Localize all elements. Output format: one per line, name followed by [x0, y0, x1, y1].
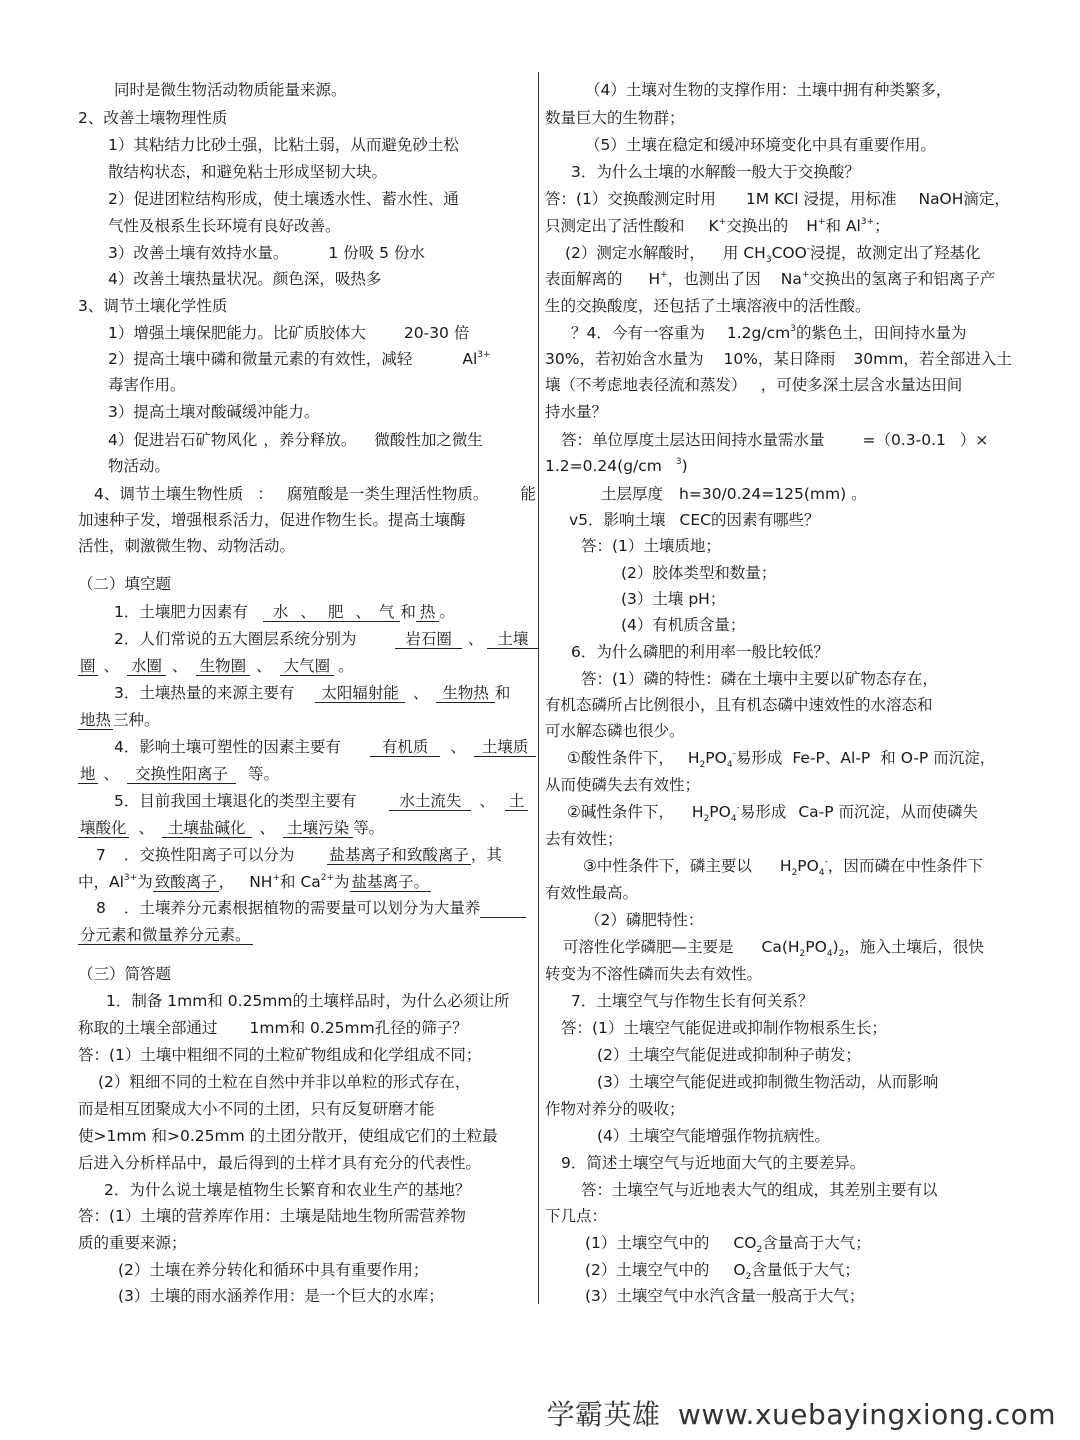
text-span: 交换出的氢离子和铝离子产: [809, 270, 996, 288]
subscript: 4: [818, 868, 825, 879]
section-heading: （二）填空题: [78, 575, 172, 593]
text-span: Na: [780, 270, 802, 288]
text-span: 5．目前我国土壤退化的类型主要有: [114, 792, 357, 810]
superscript: 2+: [320, 873, 335, 883]
text-line: 可水解态磷也很少。: [545, 722, 685, 740]
text-span: 壤（不考虑地表径流和蒸发）: [545, 376, 739, 394]
text-span: 含量高于大气；: [762, 1234, 871, 1252]
superscript: 3: [675, 457, 682, 467]
text-line: 答：(1）土壤的营养库作用：土壤是陆地生物所需营养物: [78, 1207, 466, 1225]
text-span: Ca-P 而沉淀，从而使磷失: [798, 803, 979, 821]
text-line: [567, 802, 978, 829]
text-line: 物活动。: [108, 457, 171, 475]
text-span: 称取的土壤全部通过: [78, 1019, 218, 1037]
answer-blank: 分元素和微量养分元素。: [80, 926, 251, 944]
text-line: [545, 375, 962, 395]
text-span: 中，Al: [78, 873, 124, 891]
text-line: 9．简述土壤空气与近地面大气的主要差异。: [561, 1154, 866, 1172]
text-span: 8: [96, 899, 106, 917]
text-line: 7．土壤空气与作物生长有何关系？: [571, 992, 814, 1010]
text-line: 而是相互团聚成大小不同的土团，只有反复研磨才能: [78, 1100, 435, 1118]
answer-blank: 地: [80, 765, 96, 783]
text-span: 1 份吸 5 份水: [328, 244, 425, 262]
text-span: 。: [338, 657, 354, 675]
text-span: 浸提，故测定出了羟基化: [810, 244, 981, 262]
subscript: 4: [730, 814, 737, 825]
text-span: 、: [412, 684, 429, 702]
text-span: 、: [103, 765, 120, 783]
text-line: [108, 430, 483, 450]
answer-blank: 岩石圈: [395, 630, 462, 649]
superscript: 3: [790, 324, 796, 334]
text-line: [569, 510, 820, 530]
text-span: ．土壤养分元素根据植物的需要量可以划分为大量养: [123, 899, 481, 917]
text-line: 使>1mm 和>0.25mm 的土团分散开，使组成它们的土粒最: [78, 1127, 498, 1145]
text-line: [545, 189, 1010, 209]
text-line: 1）其粘结力比砂土强，比粘土弱，从而避免砂土松: [108, 136, 459, 154]
text-span: 10%，某日降雨: [723, 350, 836, 368]
subscript: 2: [791, 868, 798, 879]
text-line: [583, 856, 983, 883]
text-line: 下几点：: [545, 1207, 608, 1225]
text-span: 3．土壤热量的来源主要有: [114, 684, 295, 702]
text-line: 活性，刺激微生物、动物活动。: [78, 537, 296, 555]
answer-blank: 圈: [80, 657, 96, 675]
text-span: =（0.3-0.1: [862, 431, 946, 449]
subscript: 2: [756, 1245, 763, 1256]
text-span: 交换出的: [726, 217, 789, 235]
text-line: 3．为什么土壤的水解酸一般大于交换酸？: [571, 163, 860, 181]
section-heading: 3、调节土壤化学性质: [78, 297, 228, 315]
text-span: Ca: [300, 873, 321, 891]
text-line: 从而使磷失去有效性；: [545, 776, 701, 794]
text-line: 2）促进团粒结构形成，使土壤透水性、蓄水性、通: [108, 190, 459, 208]
text-line: 4）改善土壤热量状况。颜色深，吸热多: [108, 270, 382, 288]
subscript: 2: [799, 949, 806, 960]
text-line: 3）提高土壤对酸碱缓冲能力。: [108, 403, 320, 421]
answer-blank: 土壤: [487, 630, 538, 649]
section-heading: 2、改善土壤物理性质: [78, 109, 228, 127]
text-span: 2）提高土壤中磷和微量元素的有效性，减轻: [108, 350, 413, 368]
answer-blank: 土壤盐碱化: [162, 819, 252, 838]
fill-question: [114, 791, 528, 811]
text-span: ，因而磷在中性条件下: [827, 857, 983, 875]
text-line: 答：(1）土壤空气能促进或抑制作物根系生长；: [561, 1019, 887, 1037]
text-span: ): [832, 938, 839, 956]
text-span: 、: [467, 630, 484, 648]
text-span: 。: [439, 603, 455, 621]
text-span: CEC的因素有哪些？: [679, 511, 820, 529]
text-span: CO: [733, 1234, 757, 1252]
superscript: -: [806, 244, 811, 254]
text-line: (2）土壤在养分转化和循环中具有重要作用；: [118, 1261, 429, 1279]
text-span: 答：(1）交换酸测定时用: [545, 190, 716, 208]
fill-question: [78, 656, 354, 676]
answer-blank: 水: [263, 603, 299, 622]
text-span: K: [708, 217, 719, 235]
text-span: H: [648, 270, 661, 288]
text-span: 易形成: [735, 749, 783, 767]
text-span: ，养分释放。: [263, 431, 357, 449]
text-span: 腐殖酸是一类生理活性物质。: [286, 485, 489, 503]
text-line: 转变为不溶性磷而失去有效性。: [545, 965, 763, 983]
text-line: [94, 484, 536, 504]
text-span: ：: [257, 485, 273, 503]
text-line: (4）土壤空气能增强作物抗病性。: [597, 1127, 830, 1145]
text-line: 答：(1）磷的特性：磷在土壤中主要以矿物态存在，: [581, 670, 938, 688]
column-divider: [538, 72, 539, 1304]
text-line: (2）土壤空气能促进或抑制种子萌发；: [597, 1046, 861, 1064]
text-line: (2）粗细不同的土粒在自然中并非以单粒的形式存在，: [98, 1073, 471, 1091]
answer-blank: 肥: [318, 603, 354, 622]
text-line: 答：(1）土壤中粗细不同的土粒矿物组成和化学组成不同；: [78, 1046, 482, 1064]
text-span: ): [681, 457, 688, 475]
text-span: ，其: [470, 846, 502, 864]
text-span: 30mm，若全部进入土: [853, 350, 1012, 368]
text-line: 气性及根系生长环境有良好改善。: [108, 217, 341, 235]
text-line: (3）土壤空气能促进或抑制微生物活动，从而影响: [597, 1073, 939, 1091]
text-span: 表面解离的: [545, 270, 623, 288]
fill-question: [114, 683, 510, 703]
text-span: ，: [218, 873, 235, 891]
text-line: 质的重要来源；: [78, 1234, 187, 1252]
text-span: (1）土壤空气中的: [585, 1234, 710, 1252]
text-span: 的紫色土，田间持水量为: [795, 324, 967, 342]
text-line: [601, 484, 867, 504]
answer-blank: 交换性阳离子: [127, 765, 236, 784]
text-line: [571, 323, 966, 343]
text-span: O: [733, 1261, 746, 1279]
text-line: 2．为什么说土壤是植物生长繁育和农业生产的基地？: [104, 1181, 471, 1199]
text-span: ，也测出了因: [667, 270, 761, 288]
answer-blank: 土壤污染: [283, 819, 353, 838]
text-span: 为: [137, 873, 153, 891]
text-line: 加速种子发，增强根系活力，促进作物生长。提高土壤酶: [78, 511, 466, 529]
text-span: ③中性条件下，磷主要以: [583, 857, 752, 875]
answer-blank: 热: [416, 603, 440, 622]
text-line: 持水量？: [545, 403, 608, 421]
text-line: [585, 1260, 860, 1287]
text-span: 、: [355, 603, 371, 621]
text-span: 和: [494, 684, 511, 702]
text-span: ；: [874, 217, 890, 235]
text-span: 土层厚度: [601, 485, 664, 503]
text-span: Fe-P、Al-P: [792, 749, 871, 767]
text-span: 1mm和 0.25mm孔径的筛子？: [249, 1019, 468, 1037]
fill-question: [96, 898, 526, 918]
text-span: PO: [805, 938, 827, 956]
answer-blank: 盐基离子和致酸离子: [329, 846, 469, 864]
text-span: 用 CH: [722, 244, 766, 262]
answer-blank: 生物热: [436, 684, 495, 703]
text-span: 易形成: [739, 803, 787, 821]
fill-question: [114, 737, 536, 757]
text-line: [545, 456, 688, 476]
text-span: 、: [450, 738, 466, 756]
text-line: 答：(1）土壤质地；: [581, 537, 721, 555]
text-span: 为: [334, 873, 350, 891]
text-line: 答：土壤空气与近地表大气的组成，其差别主要有以: [581, 1181, 938, 1199]
superscript: -: [824, 857, 828, 867]
text-span: H: [806, 217, 818, 235]
text-span: ？4．今有一容重为: [571, 324, 705, 342]
answer-blank: [480, 901, 526, 918]
text-span: H: [691, 803, 704, 821]
text-line: 有效性最高。: [545, 884, 639, 902]
answer-blank: 盐基离子。: [351, 873, 430, 891]
text-span: 答：单位厚度土层达田间持水量需水量: [561, 431, 825, 449]
text-span: 含量低于大气；: [751, 1261, 860, 1279]
answer-blank: 大气圈: [280, 657, 335, 676]
watermark-footer: [547, 1393, 1057, 1433]
text-span: 微酸性加之微生: [374, 431, 483, 449]
text-span: 1.2=0.24(g/cm: [545, 457, 662, 475]
answer-blank: 壤酸化: [80, 819, 127, 837]
text-line: 去有效性；: [545, 830, 623, 848]
text-span: 和 Al: [825, 217, 861, 235]
superscript: +: [817, 217, 826, 227]
text-line: 作物对养分的吸收；: [545, 1100, 685, 1118]
answer-blank: 地热: [80, 711, 112, 729]
text-span: ．交换性阳离子可以分为: [123, 846, 295, 864]
text-line: 毒害作用。: [108, 376, 186, 394]
answer-blank: 有机质: [370, 738, 441, 757]
text-span: ，可使多深土层含水量达田间: [760, 376, 963, 394]
answer-blank: 太阳辐射能: [315, 684, 405, 703]
text-span: 1.2g/cm: [726, 324, 791, 342]
text-span: 7: [96, 846, 106, 864]
superscript: +: [718, 217, 727, 227]
superscript: +: [660, 270, 668, 280]
text-span: ①酸性条件下，: [567, 749, 674, 767]
text-span: Ca(H: [761, 938, 800, 956]
text-line: (3）土壤 pH；: [621, 590, 726, 608]
text-span: ）×: [959, 431, 989, 449]
superscript: +: [272, 873, 280, 883]
text-span: (2）测定水解酸时，: [565, 244, 705, 262]
text-line: 同时是微生物活动物质能量来源。: [114, 81, 347, 99]
text-line: （2）磷肥特性：: [585, 911, 704, 929]
text-line: [78, 1018, 468, 1038]
text-line: 有机态磷所占比例很小，且有机态磷中速效性的水溶态和: [545, 696, 933, 714]
text-span: 和 O-P 而沉淀，: [880, 749, 996, 767]
text-line: [545, 349, 1012, 369]
text-line: （5）土壤在稳定和缓冲环境变化中具有重要作用。: [585, 136, 936, 154]
superscript: +: [801, 270, 810, 280]
text-span: NH: [249, 873, 273, 891]
text-span: 4）促进岩石矿物风化: [108, 431, 258, 449]
text-span: ，施入土壤后，很快: [844, 938, 984, 956]
text-line: [585, 1233, 871, 1260]
fill-question: [78, 818, 384, 838]
answer-blank: 水圈: [127, 657, 166, 676]
text-span: 、: [256, 657, 272, 675]
text-span: 2．人们常说的五大圈层系统分别为: [114, 630, 357, 648]
superscript: -: [736, 803, 740, 813]
text-span: 1M KCl 浸提，用标准: [745, 190, 897, 208]
text-span: H: [687, 749, 700, 767]
text-span: h=30/0.24=125(mm) 。: [679, 485, 867, 503]
answer-blank: 水土流失: [389, 792, 471, 811]
superscript: 3+: [123, 873, 138, 883]
subscript: 2: [745, 1272, 752, 1283]
fill-question: [78, 710, 160, 730]
text-line: [108, 349, 491, 369]
text-span: 和: [400, 603, 416, 621]
fill-question: [114, 602, 455, 622]
fill-question: [114, 629, 538, 649]
text-span: COO: [771, 244, 807, 262]
text-span: H: [779, 857, 792, 875]
brand-name: 学霸英雄: [546, 1398, 661, 1431]
answer-blank: 致酸离子: [154, 873, 217, 891]
text-span: 30%，若初始含水量为: [545, 350, 704, 368]
answer-blank: 土壤质: [474, 738, 537, 757]
answer-blank: 气: [373, 603, 401, 622]
text-span: 、: [259, 819, 276, 837]
text-span: PO: [797, 857, 819, 875]
text-span: 和: [279, 873, 296, 891]
text-line: [108, 323, 469, 343]
text-span: 3）改善土壤有效持水量。: [108, 244, 289, 262]
subscript: 2: [838, 949, 845, 960]
text-line: 数量巨大的生物群；: [545, 109, 685, 127]
text-span: 1．土壤肥力因素有: [114, 603, 248, 621]
text-span: 可溶性化学磷肥—主要是: [563, 938, 734, 956]
subscript: 4: [826, 949, 833, 960]
text-line: （4）土壤对生物的支撑作用：土壤中拥有种类繁多，: [585, 81, 952, 99]
text-span: ②碱性条件下，: [567, 803, 674, 821]
subscript: 3: [765, 255, 772, 266]
text-line: (4）有机质含量；: [621, 616, 746, 634]
text-span: 、: [103, 657, 120, 675]
section-heading: （三）简答题: [78, 965, 172, 983]
text-span: 能: [520, 485, 536, 503]
text-span: 只测定出了活性酸和: [545, 217, 685, 235]
text-span: (2）土壤空气中的: [585, 1261, 710, 1279]
text-line: (3）土壤空气中水汽含量一般高于大气；: [585, 1287, 865, 1305]
fill-question: [78, 925, 253, 945]
superscript: -: [732, 749, 736, 759]
text-line: 6．为什么磷肥的利用率一般比较低？: [571, 643, 829, 661]
text-span: 、: [300, 603, 316, 621]
text-span: 20-30 倍: [403, 324, 470, 342]
answer-blank: 生物圈: [196, 657, 251, 676]
superscript: 3+: [860, 217, 875, 227]
text-span: PO: [705, 749, 727, 767]
text-span: 、: [172, 657, 188, 675]
text-line: (2）胶体类型和数量；: [621, 564, 777, 582]
superscript: 3+: [477, 350, 491, 360]
text-line: [565, 243, 981, 270]
text-line: 1．制备 1mm和 0.25mm的土壤样品时，为什么必须让所: [106, 992, 510, 1010]
text-span: 4、调节土壤生物性质: [94, 485, 244, 503]
fill-question: [96, 845, 502, 865]
text-span: Al: [462, 350, 478, 368]
text-line: [567, 748, 995, 775]
fill-question: [78, 764, 279, 784]
answer-blank: 土: [505, 792, 529, 811]
fill-question: [78, 872, 431, 892]
site-url: www.xuebayingxiong.com: [677, 1398, 1056, 1431]
text-span: PO: [709, 803, 731, 821]
text-line: 散结构状态，和避免粘土形成坚韧大块。: [108, 163, 388, 181]
text-span: 1）增强土壤保肥能力。比矿质胶体大: [108, 324, 366, 342]
text-span: 、: [138, 819, 155, 837]
text-line: 后进入分析样品中，最后得到的土样才具有充分的代表性。: [78, 1154, 482, 1172]
text-span: 4．影响土壤可塑性的因素主要有: [114, 738, 341, 756]
text-line: 生的交换酸度，还包括了土壤溶液中的活性酸。: [545, 297, 871, 315]
subscript: 4: [726, 760, 733, 771]
text-line: [561, 430, 988, 450]
text-span: 等。: [353, 819, 385, 837]
text-span: 三种。: [113, 711, 160, 729]
subscript: 2: [703, 814, 710, 825]
text-line: [545, 216, 890, 236]
text-line: (3）土壤的雨水涵养作用：是一个巨大的水库；: [118, 1287, 444, 1305]
subscript: 2: [699, 760, 706, 771]
text-span: NaOH滴定，: [918, 190, 1010, 208]
text-span: 等。: [248, 765, 280, 783]
text-line: [563, 937, 984, 964]
text-span: v5．影响土壤: [569, 511, 666, 529]
text-span: 、: [479, 792, 495, 810]
text-line: [108, 243, 425, 263]
text-line: [545, 269, 995, 289]
